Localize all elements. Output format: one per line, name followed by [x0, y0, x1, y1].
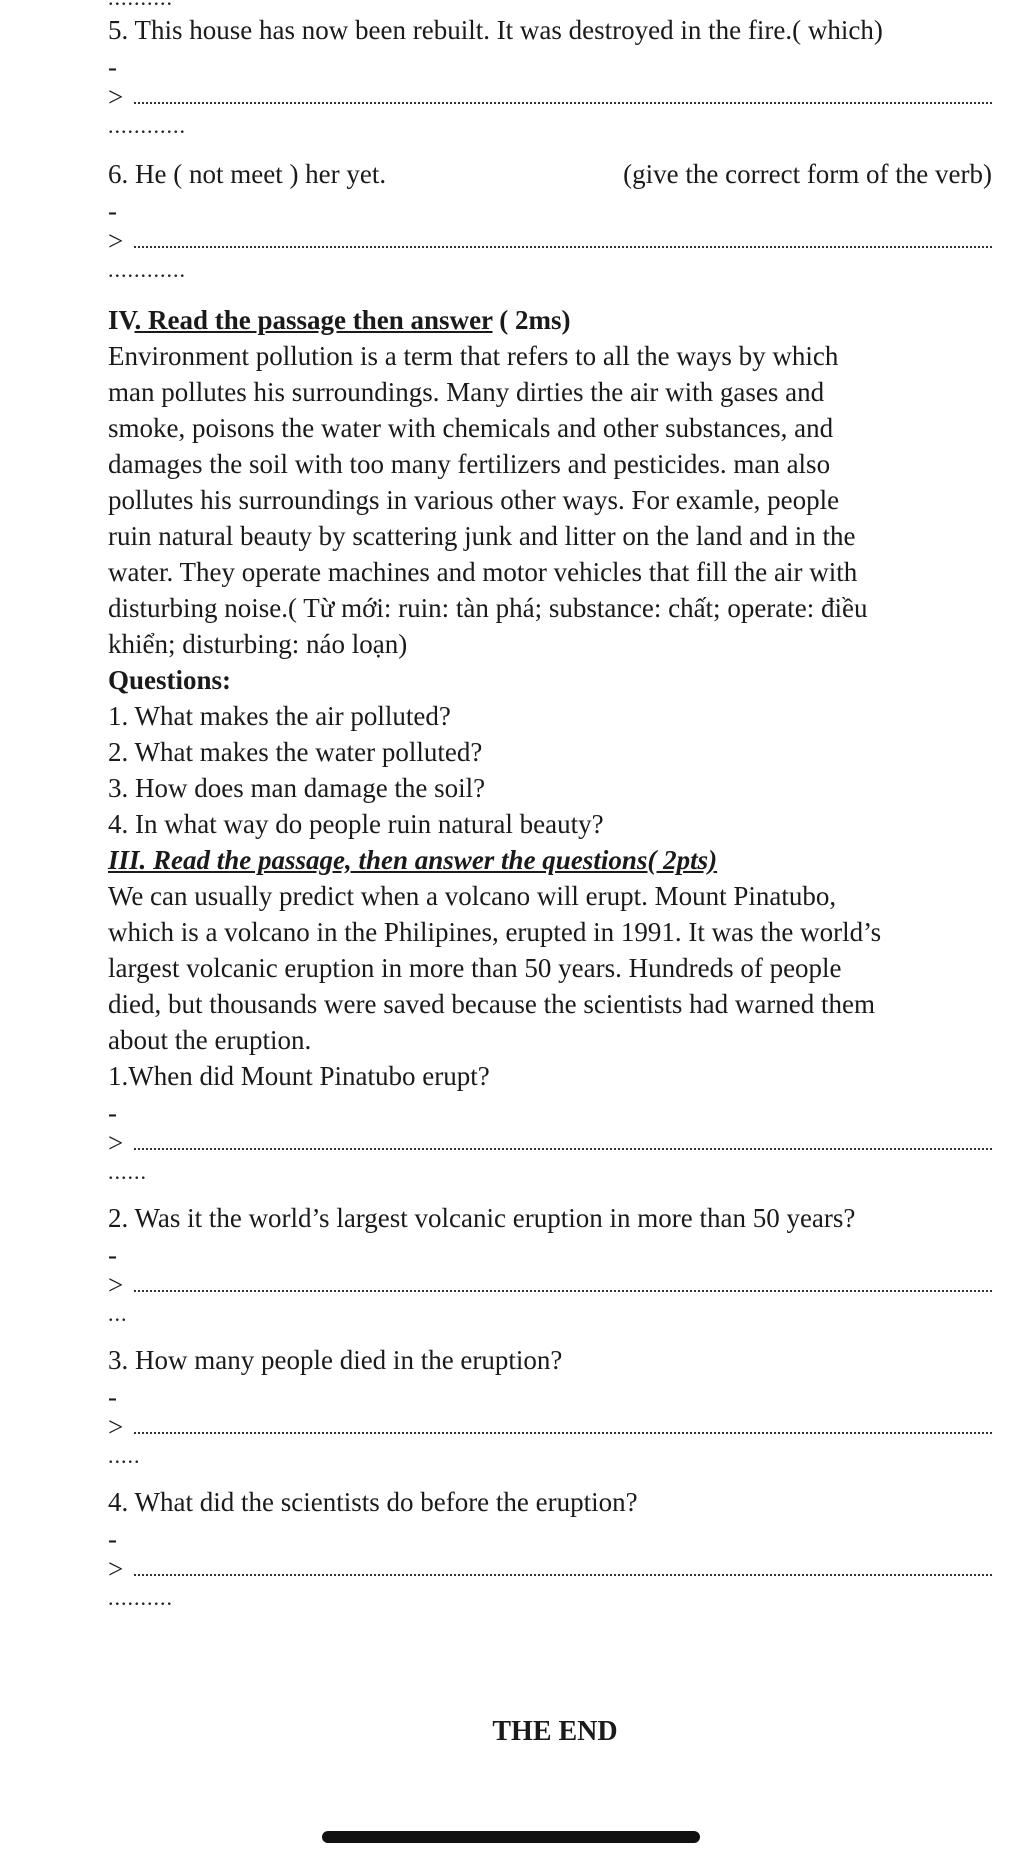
s3q1-arrow: >: [108, 1128, 124, 1158]
s3q2-arrow: >: [108, 1270, 124, 1300]
q6-trail: ............: [108, 257, 186, 282]
passage-4-line: disturbing noise.( Từ mới: ruin: tàn phá; substance: chất; operate: điều: [108, 593, 868, 623]
q5-answer-line[interactable]: [108, 82, 992, 112]
question-5: 5. This house has now been rebuilt. It was destroyed in the fire.( which): [108, 15, 883, 45]
s3q2-dotted-line: [134, 1290, 992, 1292]
section-4-question: 2. What makes the water polluted?: [108, 737, 483, 767]
top-dots: [108, 0, 173, 8]
section-4-title: . Read the passage then answer: [134, 305, 493, 335]
section-4-heading: [108, 302, 571, 338]
question-6: [108, 156, 992, 192]
s3q3-dotted-line: [134, 1432, 992, 1434]
s3q3-trail: .....: [108, 1443, 141, 1468]
s3q3-dash: -: [108, 1382, 117, 1412]
section-4-question: 4. In what way do people ruin natural beauty?: [108, 809, 604, 839]
s3q1-dash: -: [108, 1098, 117, 1128]
passage-4-line: Environment pollution is a term that refers to all the ways by which: [108, 341, 839, 371]
q5-arrow: >: [108, 82, 124, 112]
section-3-heading: III. Read the passage, then answer the questions( 2pts): [108, 845, 718, 875]
question-6-text: 6. He ( not meet ) her yet.: [108, 159, 387, 189]
s3q4-dash: -: [108, 1524, 117, 1554]
q6-dotted-line: [134, 246, 992, 248]
passage-3-line: We can usually predict when a volcano will erupt. Mount Pinatubo,: [108, 881, 837, 911]
s3q1-trail: ......: [108, 1159, 147, 1184]
q5-trail: ............: [108, 113, 186, 138]
s3q4-answer-line[interactable]: [108, 1554, 992, 1584]
passage-3-line: largest volcanic eruption in more than 50 years. Hundreds of people: [108, 953, 842, 983]
questions-heading: Questions:: [108, 665, 232, 695]
home-indicator-bar[interactable]: [322, 1831, 700, 1843]
section-3-question-1: 1.When did Mount Pinatubo erupt?: [108, 1061, 490, 1091]
passage-4-line: smoke, poisons the water with chemicals and other substances, and: [108, 413, 834, 443]
section-4-marks: ( 2ms): [492, 305, 571, 335]
passage-4-line: pollutes his surroundings in various other ways. For examle, people: [108, 485, 840, 515]
section-4-question: 3. How does man damage the soil?: [108, 773, 486, 803]
s3q2-dash: -: [108, 1240, 117, 1270]
passage-4-line: damages the soil with too many fertilizers and pesticides. man also: [108, 449, 831, 479]
s3q4-arrow: >: [108, 1554, 124, 1584]
passage-3-line: which is a volcano in the Philipines, erupted in 1991. It was the world’s: [108, 917, 882, 947]
s3q4-dotted-line: [134, 1574, 992, 1576]
passage-3-line: about the eruption.: [108, 1025, 312, 1055]
q5-dash: -: [108, 52, 117, 82]
section-3-question-3: 3. How many people died in the eruption?: [108, 1345, 563, 1375]
passage-4-line: ruin natural beauty by scattering junk and litter on the land and in the: [108, 521, 856, 551]
s3q1-dotted-line: [134, 1148, 992, 1150]
section-3-question-2: 2. Was it the world’s largest volcanic eruption in more than 50 years?: [108, 1203, 856, 1233]
q6-arrow: >: [108, 226, 124, 256]
question-6-note: (give the correct form of the verb): [623, 159, 992, 189]
section-4-roman: IV: [108, 305, 135, 335]
the-end-label: THE END: [492, 1716, 618, 1747]
s3q1-answer-line[interactable]: [108, 1128, 992, 1158]
section-3-question-4: 4. What did the scientists do before the eruption?: [108, 1487, 638, 1517]
s3q3-answer-line[interactable]: [108, 1412, 992, 1442]
s3q3-arrow: >: [108, 1412, 124, 1442]
s3q4-trail: ..........: [108, 1585, 173, 1610]
section-4-question: 1. What makes the air polluted?: [108, 701, 451, 731]
passage-4-line: water. They operate machines and motor vehicles that fill the air with: [108, 557, 858, 587]
s3q2-answer-line[interactable]: [108, 1270, 992, 1300]
passage-4-line: khiển; disturbing: náo loạn): [108, 629, 408, 659]
s3q2-trail: ...: [108, 1301, 128, 1326]
passage-4-line: man pollutes his surroundings. Many dirties the air with gases and: [108, 377, 825, 407]
passage-3-line: died, but thousands were saved because the scientists had warned them: [108, 989, 876, 1019]
q5-dotted-line: [134, 102, 992, 104]
q6-dash: -: [108, 196, 117, 226]
q6-answer-line[interactable]: [108, 226, 992, 256]
